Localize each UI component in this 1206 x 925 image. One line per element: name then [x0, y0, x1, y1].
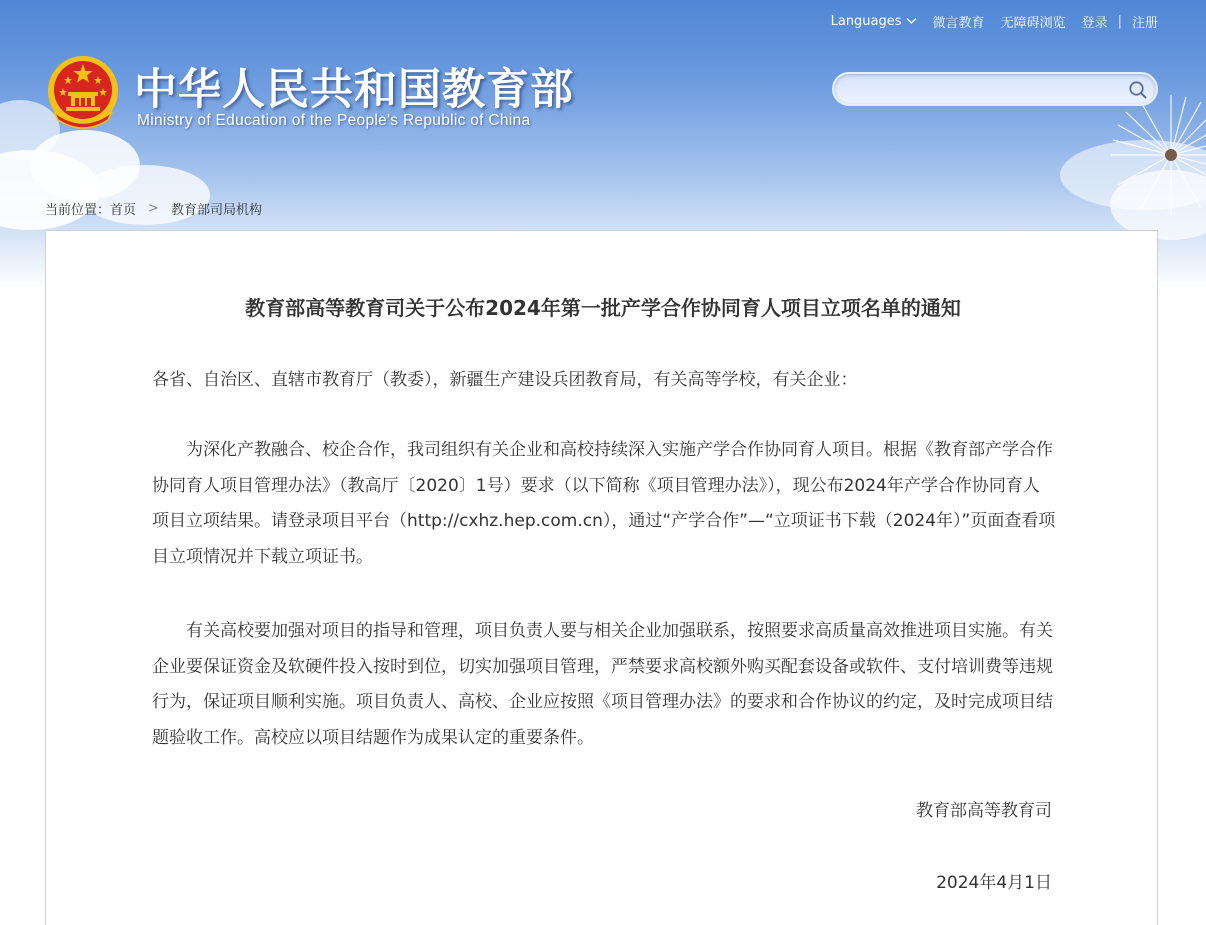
article-paragraph: 有关高校要加强对项目的指导和管理，项目负责人要与相关企业加强联系，按照要求高质量高效推进项目实施。有关企业要保证资金及软硬件投入按时到位，切实加强项目管理，严禁要求高校额外购买配套设备或软件、支付培训费等违规行为，保证项目顺利实施。项目负责人、高校、企业应按照《项目管理办法》的要求和合作协议的约定，及时完成项目结题验收工作。高校应以项目结题作为成果认定的重要条件。: [152, 621, 1053, 748]
breadcrumb: [45, 199, 262, 218]
article-salutation: 各省、自治区、直辖市教育厅（教委），新疆生产建设兵团教育局，有关高等学校，有关企业：: [152, 370, 858, 390]
site-subtitle: Ministry of Education of the People's Republic of China: [137, 112, 531, 129]
article-title: 教育部高等教育司关于公布2024年第一批产学合作协同育人项目立项名单的通知: [245, 296, 961, 320]
search-input[interactable]: [848, 80, 1118, 100]
login-link[interactable]: 登录: [1081, 15, 1108, 31]
search-icon[interactable]: [1128, 80, 1148, 100]
languages-label: Languages: [830, 13, 902, 29]
languages-menu[interactable]: [831, 14, 917, 29]
register-link[interactable]: 注册: [1131, 15, 1158, 31]
breadcrumb-separator: >: [148, 201, 159, 216]
article-signature: 教育部高等教育司: [916, 801, 1052, 821]
weiyan-link[interactable]: 微言教育: [932, 15, 985, 31]
breadcrumb-home-link[interactable]: 首页: [110, 203, 137, 218]
article-paragraph: 为深化产教融合、校企合作，我司组织有关企业和高校持续深入实施产学合作协同育人项目。根据《教育部产学合作协同育人项目管理办法》（教高厅〔2020〕1号）要求（以下简称《项目管理办法》），现公布2024年产学合作协同育人项目立项结果。请登录项目平台（http://cxhz.hep.com.cn），通过“产学合作”—“立项证书下载（2024年）”页面查看项目立项情况并下载立项证书。: [152, 440, 1056, 567]
dandelion-icon: [1106, 90, 1206, 220]
breadcrumb-prefix: 当前位置：: [45, 203, 111, 218]
nav-divider: |: [1117, 13, 1122, 29]
national-emblem-icon[interactable]: [46, 54, 120, 130]
article-date: 2024年4月1日: [936, 873, 1052, 893]
accessibility-link[interactable]: 无障碍浏览: [1000, 15, 1066, 31]
top-navigation: [831, 12, 1158, 30]
search-box: [832, 72, 1158, 106]
site-title[interactable]: 中华人民共和国教育部: [134, 65, 574, 115]
breadcrumb-current-link[interactable]: 教育部司局机构: [170, 203, 262, 218]
chevron-down-icon: [906, 17, 917, 25]
